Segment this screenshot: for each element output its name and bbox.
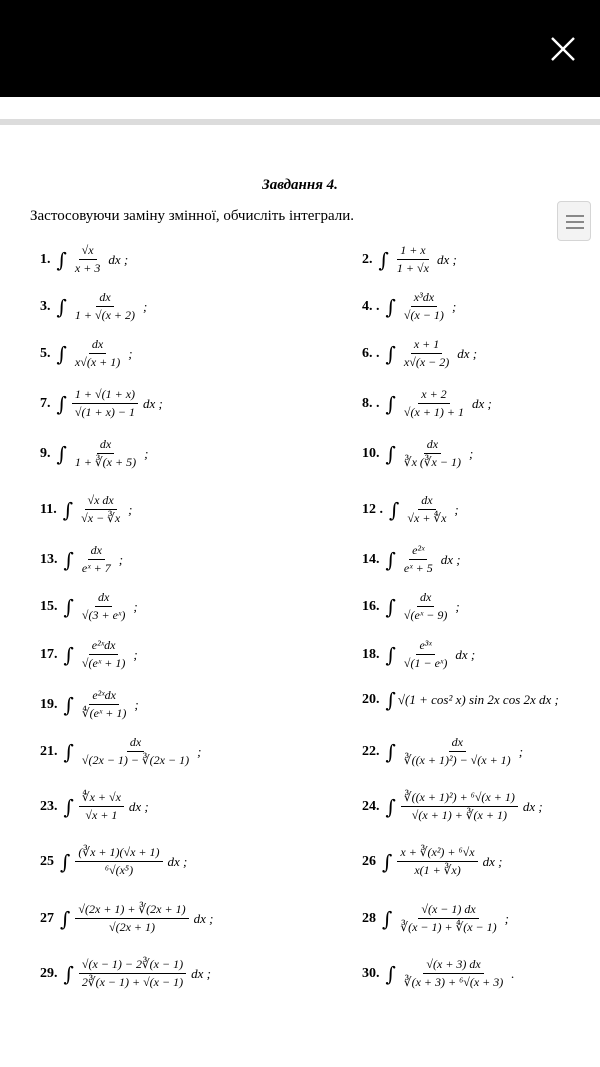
numerator: x³dx: [411, 290, 437, 307]
integral-sign: ∫: [63, 739, 74, 764]
problem-14: [362, 543, 461, 576]
integrand-tail: ;: [133, 646, 138, 662]
denominator: √(2x + 1): [109, 920, 156, 934]
close-icon: [544, 30, 582, 68]
integral-sign: ∫: [56, 341, 67, 366]
problem-number: 3.: [40, 298, 51, 314]
problem-number: 27: [40, 910, 54, 926]
denominator: √(1 − eˣ): [403, 656, 448, 670]
numerator: dx: [127, 735, 144, 752]
fraction: [401, 638, 450, 671]
integral-sign: ∫: [385, 642, 396, 667]
fraction: [78, 493, 123, 526]
problem-16: [362, 590, 460, 623]
problem-23: [40, 790, 149, 823]
denominator: √(x + 1) + ∛(x + 1): [411, 808, 507, 822]
document-page: [0, 125, 600, 1067]
integrand-tail: dx ;: [472, 395, 492, 411]
fraction: [401, 387, 467, 420]
integral-sign: ∫: [385, 961, 396, 986]
numerator: dx: [417, 590, 434, 607]
integrand-tail: dx ;: [193, 910, 214, 926]
problem-number: 7.: [40, 395, 51, 411]
fraction: [72, 387, 138, 420]
integral-sign: ∫: [385, 441, 396, 466]
fraction: [72, 437, 139, 470]
problem-number: 21.: [40, 743, 58, 759]
problem-11: [40, 493, 132, 526]
problem-number: 2.: [362, 251, 373, 267]
numerator: √(x − 1) dx: [418, 902, 478, 919]
problem-21: [40, 735, 201, 768]
fraction: [79, 688, 129, 721]
problem-4: [362, 290, 456, 323]
numerator: √x: [79, 243, 97, 260]
fraction: [72, 337, 123, 370]
integral-sign: ∫: [63, 594, 74, 619]
integral-sign: ∫: [60, 906, 71, 931]
fraction: [401, 290, 447, 323]
denominator: x(1 + ∛x): [414, 863, 461, 877]
integrand-tail: .: [511, 965, 515, 981]
fraction: [72, 290, 138, 323]
fraction: [404, 493, 449, 526]
denominator: 1 + √x: [396, 261, 429, 275]
integrand-tail: ;: [455, 598, 460, 614]
denominator: 1 + ∛(x + 5): [74, 455, 137, 469]
problem-13: [40, 543, 123, 576]
numerator: dx: [424, 437, 441, 454]
integral-sign: ∫: [385, 341, 396, 366]
numerator: e³ˣ: [416, 638, 434, 655]
problem-number: 11.: [40, 501, 57, 517]
numerator: dx: [95, 590, 112, 607]
numerator: dx: [449, 735, 466, 752]
fraction: [401, 790, 518, 823]
problem-number: 12 .: [362, 501, 383, 517]
denominator: ∛x (∛x − 1): [403, 455, 461, 469]
numerator: x + 2: [418, 387, 449, 404]
denominator: √x + 1: [85, 808, 118, 822]
numerator: ∜x + √x: [79, 790, 124, 807]
denominator: √(eˣ − 9): [403, 608, 448, 622]
denominator: √(2x − 1) − ∛(2x − 1): [81, 753, 190, 767]
problem-number: 30.: [362, 965, 380, 981]
denominator: √x + ∜x: [407, 511, 447, 525]
denominator: √x − ∛x: [81, 511, 121, 525]
fraction: [79, 590, 128, 623]
numerator: √(2x + 1) + ∛(2x + 1): [75, 902, 188, 919]
fraction: [401, 957, 506, 990]
intro-text: Застосовуючи заміну змінної, обчисліть інтеграли.: [30, 208, 355, 224]
problem-number: 24.: [362, 798, 380, 814]
problem-number: 20.: [362, 692, 380, 707]
problem-18: [362, 638, 475, 671]
problem-12: [362, 493, 459, 526]
problem-number: 10.: [362, 445, 380, 461]
integral-sign: ∫: [62, 497, 74, 522]
problem-27: [40, 902, 213, 935]
integrand-tail: dx ;: [522, 798, 543, 814]
integrand-tail: dx ;: [167, 853, 188, 869]
denominator: eˣ + 7: [81, 561, 111, 575]
integrand-tail: dx ;: [436, 251, 457, 267]
numerator: (∛x + 1)(√x + 1): [75, 845, 162, 862]
denominator: 1 + √(x + 2): [74, 308, 136, 322]
numerator: dx: [97, 437, 114, 454]
denominator: √(eˣ + 1): [81, 656, 126, 670]
problem-17: [40, 638, 138, 671]
numerator: x + ∛(x²) + ⁶√x: [397, 845, 477, 862]
numerator: e²ˣ: [409, 543, 427, 560]
numerator: e²ˣdx: [89, 688, 119, 705]
integrand-tail: ;: [128, 501, 133, 517]
integral-sign: ∫: [63, 642, 74, 667]
spacer: [0, 97, 600, 119]
denominator: √(x − 1): [403, 308, 444, 322]
fraction: [79, 638, 128, 671]
integral-sign: ∫: [63, 794, 74, 819]
integrand-tail: dx ;: [440, 551, 461, 567]
integrand-tail: dx ;: [143, 395, 163, 411]
integral-sign: ∫: [385, 547, 396, 572]
problem-22: [362, 735, 523, 768]
denominator: ∜(eˣ + 1): [81, 706, 127, 720]
numerator: 1 + √(1 + x): [72, 387, 138, 404]
fraction: [79, 957, 186, 990]
integral-sign: ∫: [385, 294, 396, 319]
integral-sign: ∫: [56, 247, 67, 272]
integrand-tail: ;: [454, 501, 459, 517]
problem-5: [40, 337, 133, 370]
problem-3: [40, 290, 147, 323]
fraction: [394, 243, 432, 276]
fraction: [72, 243, 103, 276]
integral-sign: ∫: [385, 739, 396, 764]
denominator: x√(x − 2): [403, 355, 450, 369]
integrand-tail: dx ;: [455, 646, 476, 662]
menu-icon: [566, 215, 584, 217]
integrand-tail: ;: [504, 910, 509, 926]
fraction: [75, 902, 188, 935]
integrand-tail: ;: [468, 445, 474, 461]
problem-number: 17.: [40, 646, 58, 662]
close-button[interactable]: [544, 30, 582, 68]
problem-number: 13.: [40, 551, 58, 567]
integrand-tail: ;: [128, 345, 133, 361]
problem-number: 23.: [40, 798, 58, 814]
integrand-tail: ;: [518, 743, 524, 759]
denominator: 2∛(x − 1) + √(x − 1): [81, 975, 184, 989]
problem-25: [40, 845, 187, 878]
fraction: [397, 845, 477, 878]
integrand-tail: ;: [134, 696, 139, 712]
integral-sign: ∫: [63, 547, 74, 572]
integral-sign: ∫: [382, 906, 393, 931]
problem-number: 15.: [40, 598, 58, 614]
problem-20: [362, 688, 559, 712]
problem-number: 8. .: [362, 395, 380, 411]
denominator: eˣ + 5: [403, 561, 433, 575]
denominator: ∛((x + 1)²) − √(x + 1): [403, 753, 511, 767]
problem-number: 29.: [40, 965, 58, 981]
problem-30: [362, 957, 515, 990]
problem-number: 6. .: [362, 345, 380, 361]
problem-number: 4. .: [362, 298, 380, 314]
problem-26: [362, 845, 502, 878]
integral-sign: ∫: [389, 497, 400, 522]
problem-number: 28: [362, 910, 376, 926]
numerator: x + 1: [411, 337, 442, 354]
problem-2: [362, 243, 457, 276]
denominator: ∛(x − 1) + ∜(x − 1): [400, 920, 497, 934]
integrand-tail: dx ;: [191, 965, 211, 981]
integral-sign: ∫: [385, 594, 396, 619]
numerator: √(x + 3) dx: [423, 957, 483, 974]
problem-number: 19.: [40, 696, 58, 712]
integral-sign: ∫: [385, 688, 396, 712]
integral-sign: ∫: [385, 391, 396, 416]
integral-sign: ∫: [63, 961, 74, 986]
problem-number: 5.: [40, 345, 51, 361]
problem-29: [40, 957, 211, 990]
integrand-tail: dx ;: [457, 345, 478, 361]
problem-19: [40, 688, 139, 721]
problem-8: [362, 387, 492, 420]
problem-10: [362, 437, 473, 470]
numerator: 1 + x: [397, 243, 428, 260]
numerator: ∛((x + 1)²) + ⁶√(x + 1): [401, 790, 518, 807]
problem-number: 25: [40, 853, 54, 869]
fraction: [401, 337, 452, 370]
integral-sign: ∫: [56, 441, 67, 466]
integrand-tail: dx ;: [108, 251, 129, 267]
problem-number: 18.: [362, 646, 380, 662]
integral-sign: ∫: [60, 849, 71, 874]
fraction: [401, 437, 464, 470]
fraction: [401, 735, 514, 768]
problem-15: [40, 590, 138, 623]
problem-number: 1.: [40, 251, 51, 267]
numerator: e²ˣdx: [89, 638, 119, 655]
fraction: [79, 790, 124, 823]
numerator: √(x − 1) − 2∛(x − 1): [79, 957, 186, 974]
menu-button[interactable]: [557, 201, 591, 241]
denominator: √(3 + eˣ): [81, 608, 126, 622]
problem-28: [362, 902, 509, 935]
integrand-tail: ;: [133, 598, 138, 614]
problem-number: 9.: [40, 445, 51, 461]
fraction: [401, 590, 450, 623]
integrand-tail: dx ;: [482, 853, 503, 869]
denominator: x√(x + 1): [74, 355, 121, 369]
fraction: [79, 543, 114, 576]
problem-9: [40, 437, 148, 470]
denominator: x + 3: [74, 261, 101, 275]
problem-7: [40, 387, 163, 420]
integrand-tail: ;: [144, 445, 149, 461]
fraction: [397, 902, 499, 935]
problem-number: 14.: [362, 551, 380, 567]
numerator: dx: [418, 493, 435, 510]
viewer-top-bar: [0, 0, 600, 97]
integrand-tail: ;: [143, 298, 148, 314]
problem-1: [40, 243, 128, 276]
integral-sign: ∫: [385, 794, 396, 819]
numerator: dx: [96, 290, 113, 307]
numerator: √x dx: [85, 493, 117, 510]
integral-sign: ∫: [56, 391, 67, 416]
denominator: √(x + 1) + 1: [403, 405, 465, 419]
integrand-tail: dx ;: [128, 798, 149, 814]
fraction: [75, 845, 162, 878]
integral-sign: ∫: [63, 692, 74, 717]
problem-24: [362, 790, 543, 823]
denominator: ∛(x + 3) + ⁶√(x + 3): [403, 975, 504, 989]
fraction: [79, 735, 192, 768]
fraction: [401, 543, 436, 576]
integrand-tail: √(1 + cos² x) sin 2x cos 2x dx ;: [397, 692, 559, 707]
denominator: √(1 + x) − 1: [74, 405, 136, 419]
problem-number: 22.: [362, 743, 380, 759]
numerator: dx: [89, 337, 106, 354]
integrand-tail: ;: [118, 551, 124, 567]
numerator: dx: [88, 543, 105, 560]
denominator: ⁶√(x⁵): [104, 863, 134, 877]
problem-number: 16.: [362, 598, 380, 614]
problem-6: [362, 337, 477, 370]
integrand-tail: ;: [197, 743, 202, 759]
integral-sign: ∫: [382, 849, 393, 874]
page-title: Завдання 4.: [262, 177, 338, 193]
integrand-tail: ;: [451, 298, 457, 314]
problem-number: 26: [362, 853, 376, 869]
integral-sign: ∫: [56, 294, 67, 319]
integral-sign: ∫: [378, 247, 389, 272]
